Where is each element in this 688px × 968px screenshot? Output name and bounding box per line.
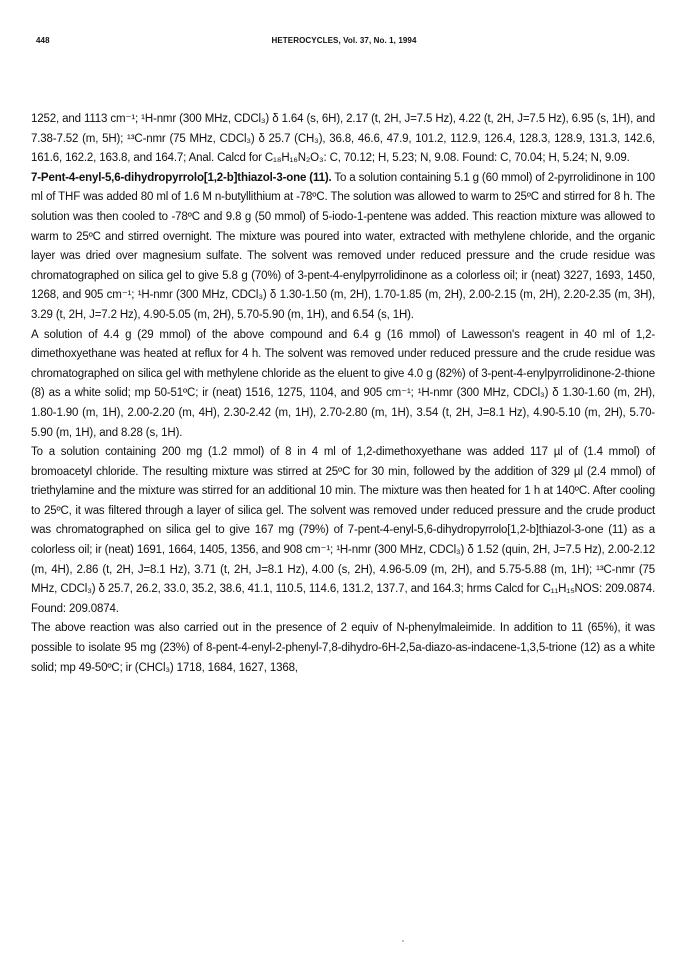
paragraph-cyclization: To a solution containing 200 mg (1.2 mmol) of 8 in 4 ml of 1,2-dimethoxyethane was added 117 µl of (1.4 mmol) of bromoacetyl chloride. The resulting mixture was stirred at 25ºC for 30 min, followed by the addition of 329 µl (2.4 mmol) of triethylamine and the mixture was stirred for an additional 10 min. The mixture was then heated for 1 h at 140ºC. After cooling to 25ºC, it was filtered through a layer of silica gel. The solvent was removed under reduced pressure and the crude product was chromatographed on silica gel to give 167 mg (79%) of 7-pent-4-enyl-5,6-dihydropyrrolo[1,2-b]thiazol-3-one (11) as a colorless oil; ir (neat) 1691, 1664, 1405, 1356, and 908 cm⁻¹; ¹H-nmr (300 MHz, CDCl₃) δ 1.52 (quin, 2H, J=7.5 Hz), 2.00-2.12 (m, 4H), 2.86 (t, 2H, J=8.1 Hz), 3.71 (t, 2H, J=8.1 Hz), 4.00 (s, 2H), 4.96-5.09 (m, 2H), and 5.75-5.88 (m, 1H); ¹³C-nmr (75 MHz, CDCl₃) δ 25.7, 26.2, 33.0, 35.2, 38.6, 41.1, 110.5, 114.6, 131.2, 137.7, and 164.3; hrms Calcd for C₁₁H₁₅NOS: 209.0874. Found: 209.0874.: [31, 446, 655, 615]
paragraph-maleimide-trap: The above reaction was also carried out in the presence of 2 equiv of N-phenylmaleimide. In addition to 11 (65%), it was possible to isolate 95 mg (23%) of 8-pent-4-enyl-2-phenyl-7,8-dihydro-6H-2,5a-diazo-as-indacene-1,3,5-trione (12) as a white solid; mp 49-50ºC; ir (CHCl₃) 1718, 1684, 1627, 1368,: [31, 622, 655, 674]
paragraph-thione-prep: A solution of 4.4 g (29 mmol) of the above compound and 6.4 g (16 mmol) of Lawesson's reagent in 40 ml of 1,2-dimethoxyethane was heated at reflux for 4 h. The solvent was removed under reduced pressure and the crude residue was chromatographed on silica gel with methylene chloride as the eluent to give 4.0 g (82%) of 3-pent-4-enylpyrrolidinone-2-thione (8) as a white solid; mp 50-51ºC; ir (neat) 1516, 1275, 1104, and 905 cm⁻¹; ¹H-nmr (300 MHz, CDCl₃) δ 1.30-1.60 (m, 2H), 1.80-1.90 (m, 1H), 2.00-2.20 (m, 4H), 2.30-2.42 (m, 1H), 2.70-2.80 (m, 1H), 3.54 (t, 2H, J=8.1 Hz), 4.90-5.10 (m, 2H), 5.70-5.90 (m, 1H), and 8.28 (s, 1H).: [31, 328, 655, 439]
paragraph-characterization-cont: 1252, and 1113 cm⁻¹; ¹H-nmr (300 MHz, CDCl₃) δ 1.64 (s, 6H), 2.17 (t, 2H, J=7.5 Hz), 4.22 (t, 2H, J=7.5 Hz), 6.95 (s, 1H), and 7.38-7.52 (m, 5H); ¹³C-nmr (75 MHz, CDCl₃) δ 25.7 (CH₃), 36.8, 46.6, 47.9, 101.2, 112.9, 126.4, 128.3, 128.9, 131.3, 142.6, 161.6, 162.2, 163.8, and 164.7; Anal. Calcd for C₁₈H₁₆N₂O₃: C, 70.12; H, 5.23; N, 9.08. Found: C, 70.04; H, 5.24; N, 9.09.: [31, 113, 655, 165]
page-number: 448: [36, 36, 50, 45]
scan-speck: [402, 940, 404, 942]
scan-speck: [60, 560, 61, 561]
paragraph-compound-11-prep: [31, 169, 655, 326]
article-body: [31, 110, 655, 678]
journal-citation: HETEROCYCLES, Vol. 37, No. 1, 1994: [271, 36, 417, 45]
paragraph-text: To a solution containing 5.1 g (60 mmol) of 2-pyrrolidinone in 100 ml of THF was added 80 ml of 1.6 M n-butyllithium at -78ºC. The solution was allowed to warm to 25ºC and stirred for 8 h. The solution was then cooled to -78ºC and 9.8 g (50 mmol) of 5-iodo-1-pentene was added. This reaction mixture was allowed to warm to 25ºC and stirred overnight. The mixture was poured into water, extracted with methylene chloride, and the organic layer was dried over magnesium sulfate. The solvent was removed under reduced pressure and the crude residue was chromatographed on silica gel to give 5.8 g (70%) of 3-pent-4-enylpyrrolidinone as a colorless oil; ir (neat) 3227, 1693, 1450, 1268, and 905 cm⁻¹; ¹H-nmr (300 MHz, CDCl₃) δ 1.30-1.50 (m, 2H), 1.70-1.85 (m, 2H), 2.00-2.15 (m, 2H), 2.20-2.35 (m, 3H), 3.29 (t, 2H, J=7.2 Hz), 4.90-5.05 (m, 2H), 5.70-5.90 (m, 1H), and 6.54 (s, 1H).: [31, 171, 655, 321]
compound-heading: 7-Pent-4-enyl-5,6-dihydropyrrolo[1,2-b]thiazol-3-one (11).: [31, 171, 332, 184]
